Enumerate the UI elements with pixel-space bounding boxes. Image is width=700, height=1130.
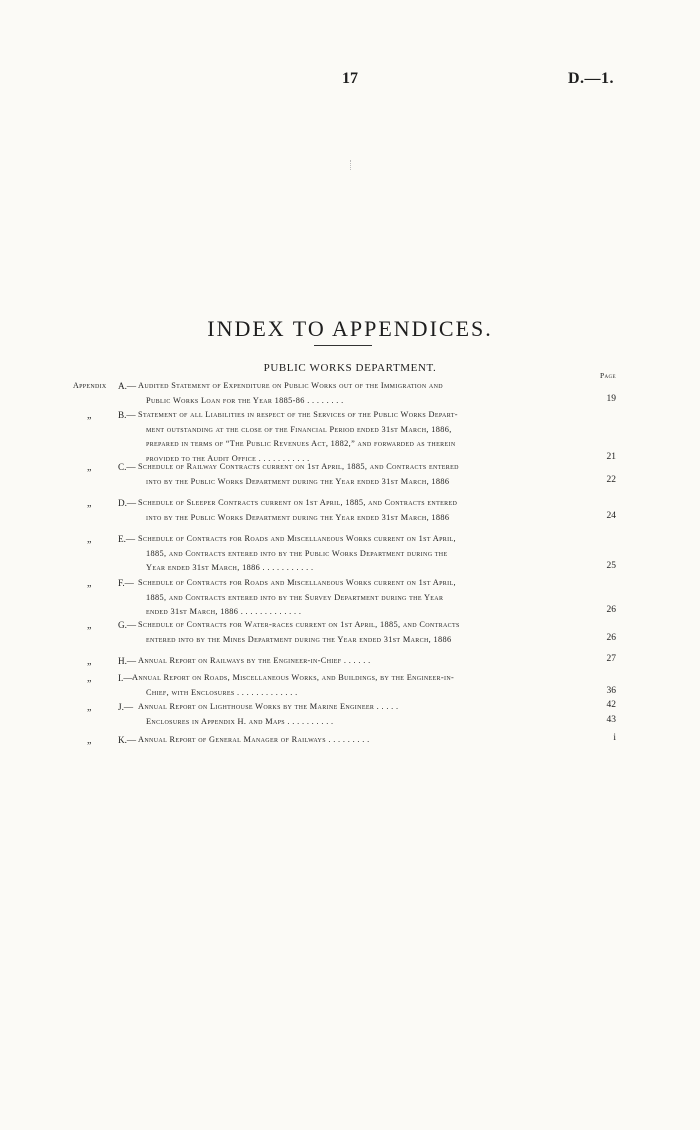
entry-line: 1885, and Contracts entered into by the Public Works Department during the <box>146 548 448 558</box>
entry-line: Annual Report of General Manager of Railways . . . . . . . . . <box>138 735 370 744</box>
entry-line: Annual Report on Roads, Miscellaneous Works, and Buildings, by the Engineer-in- <box>132 673 455 682</box>
entry-line: Schedule of Contracts for Water-races current on 1st April, 1885, and Contracts <box>138 620 460 629</box>
page-reference: 27 <box>606 654 616 664</box>
page-reference: 24 <box>606 510 616 521</box>
page-number: 17 <box>342 70 358 87</box>
entry-line: Enclosures in Appendix H. and Maps . . . . . . . . . . <box>146 716 334 726</box>
title-rule <box>314 345 372 346</box>
ditto-mark: „ <box>87 702 92 713</box>
ditto-mark: „ <box>87 462 92 473</box>
ditto-mark: „ <box>87 620 92 631</box>
entry-line: provided to the Audit Office . . . . . . . . . . . <box>146 453 310 463</box>
entry-line: 1885, and Contracts entered into by the Survey Department during the Year <box>146 592 444 602</box>
entry-line: prepared in terms of “The Public Revenues Act, 1882,” and forwarded as therein <box>146 439 456 449</box>
page-reference: 26 <box>606 632 616 643</box>
ditto-mark: „ <box>87 673 92 684</box>
page-title: INDEX TO APPENDICES. <box>207 316 493 341</box>
entry-line: entered into by the Mines Department during the Year ended 31st March, 1886 <box>146 634 452 644</box>
ditto-mark: „ <box>87 534 92 545</box>
appendix-letter: F.— <box>118 578 134 588</box>
page-reference: 22 <box>606 474 616 485</box>
appendix-letter: E.— <box>118 534 136 544</box>
page-reference: 21 <box>606 451 616 462</box>
entry-line: Chief, with Enclosures . . . . . . . . . . . . . <box>146 687 298 697</box>
page-reference: 43 <box>606 714 616 725</box>
page-reference: 42 <box>606 700 616 710</box>
appendix-letter: J.— <box>118 702 134 712</box>
appendix-letter: I.— <box>118 673 133 683</box>
fold-mark <box>350 160 353 170</box>
appendix-letter: H.— <box>118 656 137 666</box>
appendix-prefix: Appendix <box>73 381 107 390</box>
appendix-letter: K.— <box>118 735 137 745</box>
appendix-letter: C.— <box>118 462 136 472</box>
entry-line: Year ended 31st March, 1886 . . . . . . . . . . . <box>146 563 314 573</box>
page-reference: 26 <box>606 605 616 616</box>
entry-line: into by the Public Works Department during the Year ended 31st March, 1886 <box>146 512 450 522</box>
ditto-mark: „ <box>87 735 92 746</box>
entry-line: Annual Report on Lighthouse Works by the Marine Engineer . . . . . <box>138 702 399 711</box>
appendix-letter: G.— <box>118 620 137 630</box>
page-reference: 25 <box>606 561 616 572</box>
entry-line: ment outstanding at the close of the Financial Period ended 31st March, 1886, <box>146 424 452 434</box>
ditto-mark: „ <box>87 498 92 509</box>
entry-line: into by the Public Works Department during the Year ended 31st March, 1886 <box>146 476 450 486</box>
entry-line: Audited Statement of Expenditure on Public Works out of the Immigration and <box>138 381 443 390</box>
entry-line: Schedule of Contracts for Roads and Miscellaneous Works current on 1st April, <box>138 578 456 587</box>
appendix-letter: D.— <box>118 498 137 508</box>
entry-line: Schedule of Sleeper Contracts current on 1st April, 1885, and Contracts entered <box>138 498 458 507</box>
entry-line: ended 31st March, 1886 . . . . . . . . . . . . . <box>146 607 302 617</box>
appendix-letter: A.— <box>118 381 137 391</box>
ditto-mark: „ <box>87 656 92 667</box>
entry-line: Public Works Loan for the Year 1885-86 . . . . . . . . <box>146 395 344 405</box>
page-reference: 19 <box>606 393 616 404</box>
document-reference: D.—1. <box>567 70 614 87</box>
entry-line: Schedule of Contracts for Roads and Miscellaneous Works current on 1st April, <box>138 534 456 543</box>
entry-line: Annual Report on Railways by the Engineer-in-Chief . . . . . . <box>138 656 371 665</box>
appendix-letter: B.— <box>118 410 136 420</box>
page-reference: 36 <box>606 685 616 696</box>
section-heading: PUBLIC WORKS DEPARTMENT. <box>263 362 437 374</box>
ditto-mark: „ <box>87 578 92 589</box>
ditto-mark: „ <box>87 410 92 421</box>
entry-line: Statement of all Liabilities in respect of the Services of the Public Works Depart- <box>138 410 458 419</box>
page-reference: i <box>613 733 616 743</box>
entry-line: Schedule of Railway Contracts current on 1st April, 1885, and Contracts entered <box>138 462 459 471</box>
page-column-label: Page <box>599 371 616 380</box>
